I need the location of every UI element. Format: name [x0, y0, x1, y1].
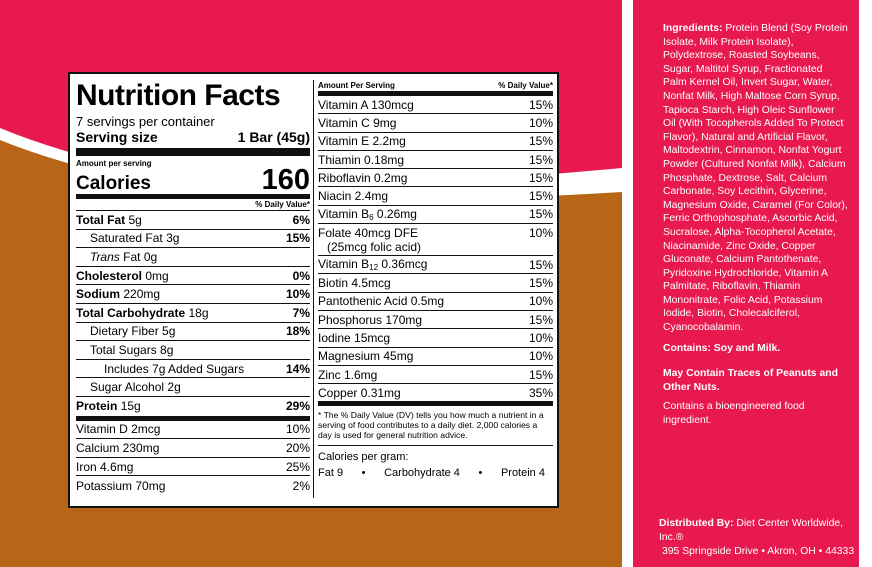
nutrient-row-dietary-fiber — [76, 323, 310, 342]
vitamin-dv: 15% — [528, 367, 553, 382]
nutrient-amount: 8g — [160, 342, 174, 357]
nutrition-left-column — [76, 80, 310, 495]
panel-divider — [622, 0, 633, 567]
vitamin-dv: 15% — [528, 276, 553, 291]
nutrient-amount: 220mg — [123, 287, 161, 302]
bullet: • — [361, 467, 366, 480]
nutrient-dv: 18% — [285, 324, 310, 339]
vitamin-name: Riboflavin 0.2mg — [318, 170, 408, 185]
nutrient-amount: 18g — [188, 305, 209, 320]
vitamin-dv: 25% — [285, 459, 310, 474]
nutrient-amount: 5g — [162, 324, 176, 339]
serving-size-row — [76, 129, 310, 145]
vitamin-dv: 10% — [285, 422, 310, 437]
thick-rule — [76, 148, 310, 156]
vitamin-dv: 10% — [528, 294, 553, 309]
vitamin-row — [318, 206, 553, 224]
vitamin-row — [318, 96, 553, 114]
nutrition-title: Nutrition Facts — [76, 79, 281, 112]
nutrient-row-total-sugars — [76, 341, 310, 360]
nutrient-dv: 10% — [285, 287, 310, 302]
nutrient-amount: Fat 0g — [123, 249, 158, 264]
nutrient-row-protein — [76, 397, 310, 416]
vitamin-name: Zinc 1.6mg — [318, 367, 378, 382]
distributor-name: Diet Center Worldwide, Inc.® — [659, 518, 844, 543]
bioengineered-statement: Contains a bioengineered food ingredient. — [663, 401, 805, 427]
cpg-fat: Fat 9 — [318, 467, 344, 480]
nutrient-name: Total Fat — [76, 212, 126, 227]
vitamin-dv: 10% — [528, 330, 553, 345]
right-edge — [859, 0, 872, 567]
vitamin-name: Vitamin D 2mcg — [76, 422, 161, 437]
vitamin-row — [318, 224, 553, 256]
vitamin-amount: 0.36mcg — [378, 257, 428, 272]
cpg-protein: Protein 4 — [500, 467, 545, 480]
vitamin-row — [318, 133, 553, 151]
calories-per-gram-label: Calories per gram: — [318, 451, 409, 464]
vitamin-dv: 15% — [528, 257, 553, 272]
nutrient-row-total-carbohydrate — [76, 304, 310, 323]
nutrient-dv: 7% — [292, 305, 310, 320]
vitamin-note: (25mcg folic acid) — [327, 240, 422, 255]
allergen-contains: Contains: Soy and Milk. — [663, 342, 781, 354]
calories-value: 160 — [261, 164, 310, 196]
vitamin-name: Biotin 4.5mcg — [318, 276, 391, 291]
vitamin-row — [318, 169, 553, 187]
ingredients-block — [663, 22, 848, 335]
nutrient-row-cholesterol — [76, 267, 310, 286]
ingredients-text: Protein Blend (Soy Protein Isolate, Milk Protein Isolate), Polydextrose, Roasted Soybeans, Sugar, Maltitol Syrup, Fractionated Palm Kernel Oil, Invert Sugar, Water, Nonfat Milk, High Maltose Corn Syrup, Tapioca Starch, High Oleic Sunflower Oil (With Tocopherols Added To Protect Flavor), Natural and Artificial Flavor, Maltodextrin, Cinnamon, Nonfat Yogurt Powder (Cultured Nonfat Milk), Calcium Phosphate, Dextrose, Salt, Calcium Carbonate, Soy Lecithin, Glycerine, Magnesium Oxide, Caramel (For Color), Ferric Orthophosphate, Ascorbic Acid, Sucralose, Alpha-Tocopherol Acetate, Niacinamide, Zinc Oxide, Copper Gluconate, Calcium Pantothenate, Pyridoxine Hydrochloride, Vitamin A Palmitate, Riboflavin, Thiamin Mononitrate, Folic Acid, Potassium Iodide, Biotin, Cholecalciferol, Cyanocobalamin. — [663, 23, 848, 334]
vitamin-name: Niacin 2.4mg — [318, 189, 389, 204]
amount-per-serving: Amount per serving — [76, 159, 152, 168]
vitamin-name: Pantothenic Acid 0.5mg — [318, 294, 445, 309]
ingredients-label: Ingredients: — [663, 23, 723, 34]
vitamin-dv: 15% — [528, 152, 553, 167]
daily-value-footnote: * The % Daily Value (DV) tells you how much a nutrient in a serving of food contributes to a daily diet. 2,000 calories a day is used for general nutrition advice. — [318, 406, 553, 446]
vitamin-name: Magnesium 45mg — [318, 349, 414, 364]
vitamin-dv: 10% — [528, 115, 553, 130]
vitamin-name: Potassium 70mg — [76, 478, 166, 493]
nutrient-dv: 29% — [285, 399, 310, 414]
amount-per-serving-header: Amount Per Serving — [318, 81, 395, 90]
calories-per-gram-row — [318, 466, 553, 480]
cpg-carbohydrate: Carbohydrate 4 — [384, 467, 460, 480]
nutrient-dv: 0% — [292, 268, 310, 283]
nutrient-name: Total Carbohydrate — [76, 305, 186, 320]
vitamin-row — [318, 114, 553, 132]
nutrient-amount: 3g — [166, 231, 180, 246]
vitamin-row — [318, 151, 553, 169]
vitamin-name: Thiamin 0.18mg — [318, 152, 405, 167]
nutrient-name: Protein — [76, 399, 118, 414]
nutrient-name: Trans — [90, 249, 120, 264]
vitamin-name: Vitamin A 130mcg — [318, 97, 414, 112]
calories-label: Calories — [76, 173, 151, 194]
vitamin-dv: 15% — [528, 170, 553, 185]
vitamin-name: Calcium 230mg — [76, 440, 160, 455]
ingredients-panel — [663, 22, 848, 428]
vitamin-row — [318, 348, 553, 366]
nutrient-name: Sodium — [76, 287, 120, 302]
vitamin-name: Vitamin C 9mg — [318, 115, 397, 130]
distributor-address: 395 Springside Drive • Akron, OH • 44333 — [662, 546, 855, 557]
vitamin-name: Vitamin B — [318, 257, 370, 272]
vitamin-name: Iodine 15mcg — [318, 330, 391, 345]
vitamin-row — [318, 366, 553, 384]
nutrient-row-added-sugars — [76, 360, 310, 379]
vitamin-dv: 15% — [528, 189, 553, 204]
distributor-block — [659, 517, 859, 559]
vitamin-dv: 15% — [528, 97, 553, 112]
allergen-traces: May Contain Traces of Peanuts and Other Nuts. — [663, 368, 838, 393]
vitamin-dv: 10% — [528, 226, 553, 241]
nutrition-right-column — [318, 80, 553, 480]
nutrient-amount: 2g — [167, 380, 181, 395]
nutrient-row-total-fat — [76, 211, 310, 230]
vitamin-dv: 20% — [285, 440, 310, 455]
serving-size-label: Serving size — [76, 129, 158, 145]
vitamin-row — [318, 187, 553, 205]
vitamin-row — [76, 476, 310, 495]
nutrient-row-trans-fat — [76, 248, 310, 267]
nutrient-name: Cholesterol — [76, 268, 143, 283]
vitamin-row — [318, 384, 553, 406]
vitamin-dv: 2% — [292, 478, 310, 493]
vitamin-name: Iron 4.6mg — [76, 459, 134, 474]
vitamin-row — [76, 421, 310, 440]
nutrient-row-sodium — [76, 285, 310, 304]
vitamin-name: Phosphorus 170mg — [318, 312, 423, 327]
serving-size-value: 1 Bar (45g) — [237, 129, 310, 145]
vitamin-name: Copper 0.31mg — [318, 385, 401, 400]
nutrient-dv: 14% — [285, 361, 310, 376]
nutrient-amount: 0mg — [145, 268, 169, 283]
vitamin-amount: 0.26mg — [373, 206, 417, 221]
nutrient-name: Dietary Fiber — [90, 324, 159, 339]
nutrient-row-sugar-alcohol — [76, 378, 310, 397]
vitamin-name: Vitamin E 2.2mg — [318, 134, 406, 149]
nutrient-name: Sugar Alcohol — [90, 380, 165, 395]
distributed-label: Distributed By: — [659, 518, 734, 529]
vitamin-row — [76, 458, 310, 477]
nutrient-amount: 5g — [128, 212, 142, 227]
vitamin-row — [318, 293, 553, 311]
vitamin-row — [318, 311, 553, 329]
column-divider — [313, 80, 314, 498]
vitamin-name: Vitamin B — [318, 206, 370, 221]
nutrient-name: Saturated Fat — [90, 231, 163, 246]
nutrition-facts-label — [68, 72, 559, 508]
vitamin-subscript: 6 — [369, 212, 374, 222]
vitamin-subscript: 12 — [369, 263, 379, 273]
right-header — [318, 80, 553, 96]
nutrient-row-saturated-fat — [76, 230, 310, 249]
calories-row — [76, 164, 310, 199]
vitamin-dv: 10% — [528, 349, 553, 364]
nutrient-amount: 15g — [120, 399, 141, 414]
bullet: • — [478, 467, 483, 480]
vitamin-row — [318, 274, 553, 292]
vitamin-name: Folate 40mcg DFE — [318, 226, 419, 241]
daily-value-header-right: % Daily Value* — [498, 81, 553, 90]
servings-per-container: 7 servings per container — [76, 114, 215, 129]
vitamin-dv: 35% — [528, 385, 553, 400]
vitamin-dv: 15% — [528, 207, 553, 222]
vitamin-row — [318, 256, 553, 274]
daily-value-header: % Daily Value* — [76, 199, 310, 211]
nutrient-dv: 15% — [285, 231, 310, 246]
vitamin-row — [76, 439, 310, 458]
vitamin-row — [318, 329, 553, 347]
nutrient-name: Total Sugars — [90, 342, 157, 357]
vitamin-dv: 15% — [528, 134, 553, 149]
vitamin-dv: 15% — [528, 312, 553, 327]
nutrient-dv: 6% — [292, 212, 310, 227]
nutrient-name: Includes 7g Added Sugars — [104, 361, 245, 376]
